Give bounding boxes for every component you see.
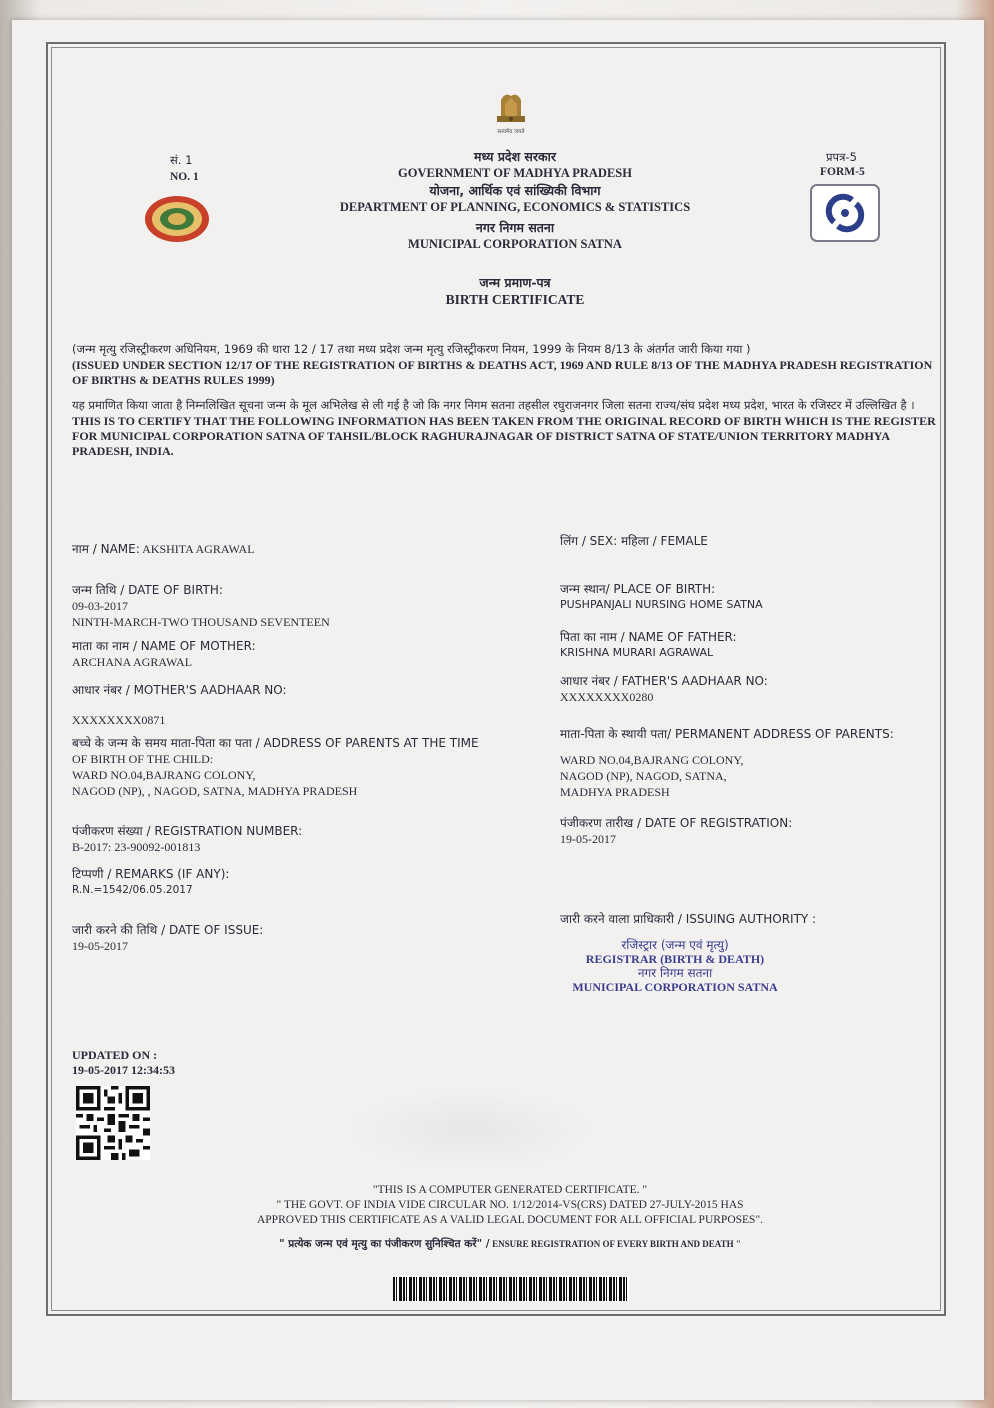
date-of-birth: 09-03-2017 — [72, 599, 128, 613]
corporation-title: MUNICIPAL CORPORATION SATNA — [408, 237, 622, 251]
faint-watermark — [350, 1090, 590, 1170]
certification-hindi: यह प्रमाणित किया जाता है निम्नलिखित सूचना जन्म के मूल अभिलेख से ली गई है जो कि नगर निगम सतना तहसील रघुराजनगर जिला सतना राज्य/संघ प्रदेश मध्य प्रदेश, भारत के रजिस्टर में उल्लिखित है । — [72, 398, 915, 412]
government-title-hindi: मध्य प्रदेश सरकार — [474, 149, 556, 164]
registrar-title: REGISTRAR (BIRTH & DEATH) — [585, 952, 765, 966]
updated-on-label: UPDATED ON : — [72, 1048, 158, 1062]
registrar-title-hindi: रजिस्ट्रार (जन्म एवं मृत्यु) — [621, 938, 729, 952]
serial-number-hindi: सं. 1 — [170, 153, 193, 167]
father-name: KRISHNA MURARI AGRAWAL — [560, 646, 714, 659]
birth-address-label: बच्चे के जन्म के समय माता-पिता का पता / ADDRESS OF PARENTS AT THE TIME — [72, 736, 479, 750]
issued-under-hindi: (जन्म मृत्यु रजिस्ट्रीकरण अधिनियम, 1969 की धारा 12 / 17 तथा मध्य प्रदेश जन्म मृत्यु रजिस्ट्रीकरण नियम, 1999 के नियम 8/13 के अंतर्गत जारी किया गया ) — [72, 342, 751, 356]
date-of-issue-label: जारी करने की तिथि / DATE OF ISSUE: — [72, 923, 264, 937]
date-of-birth-label: जन्म तिथि / DATE OF BIRTH: — [72, 583, 223, 597]
barcode — [393, 1277, 629, 1301]
qr-code-icon — [76, 1086, 150, 1160]
certificate-title-hindi: जन्म प्रमाण-पत्र — [479, 275, 551, 290]
issued-under-text: (ISSUED UNDER SECTION 12/17 OF THE REGISTRATION OF BIRTHS & DEATHS ACT, 1969 AND RULE 8/13 OF THE MADHYA PRADESH REGISTRATION OF BIRTHS & DEATHS RULES 1999) — [72, 358, 933, 387]
mother-aadhaar-number: XXXXXXXX0871 — [72, 713, 166, 727]
remarks-value: R.N.=1542/06.05.2017 — [72, 884, 193, 896]
father-aadhaar-number: XXXXXXXX0280 — [560, 690, 654, 704]
remarks-label: टिप्पणी / REMARKS (IF ANY): — [72, 867, 230, 881]
sex-value: महिला / FEMALE — [620, 534, 708, 548]
issuing-authority-label: जारी करने वाला प्राधिकारी / ISSUING AUTHORITY : — [560, 912, 817, 926]
footer-circular-line-2: APPROVED THIS CERTIFICATE AS A VALID LEGAL DOCUMENT FOR ALL OFFICIAL PURPOSES". — [256, 1214, 764, 1226]
corporation-title-hindi: नगर निगम सतना — [475, 220, 555, 235]
form-logo-box — [810, 184, 880, 242]
mother-name: ARCHANA AGRAWAL — [72, 655, 193, 669]
footer-ensure-registration: ENSURE REGISTRATION OF EVERY BIRTH AND DEATH " — [492, 1239, 741, 1249]
registration-number: B-2017: 23-90092-001813 — [72, 840, 201, 854]
father-aadhaar-label: आधार नंबर / FATHER'S AADHAAR NO: — [560, 674, 768, 688]
form-number-hindi: प्रपत्र-5 — [826, 150, 857, 164]
footer-ensure-registration-hindi: " प्रत्येक जन्म एवं मृत्यु का पंजीकरण सुनिश्चित करें" / — [279, 1238, 490, 1250]
date-of-issue: 19-05-2017 — [72, 939, 128, 953]
permanent-address-line-3: MADHYA PRADESH — [560, 785, 670, 799]
father-name-label: पिता का नाम / NAME OF FATHER: — [560, 630, 737, 644]
place-of-birth: PUSHPANJALI NURSING HOME SATNA — [560, 598, 763, 611]
national-emblem-icon — [483, 86, 539, 136]
name-label: नाम / NAME: — [72, 542, 140, 556]
department-title-hindi: योजना, आर्थिक एवं सांख्यिकी विभाग — [429, 183, 601, 198]
registrar-corporation: MUNICIPAL CORPORATION SATNA — [572, 980, 778, 994]
birth-address-line-2: NAGOD (NP), , NAGOD, SATNA, MADHYA PRADESH — [72, 784, 358, 798]
department-title: DEPARTMENT OF PLANNING, ECONOMICS & STATISTICS — [339, 200, 691, 214]
registration-logo-icon — [812, 186, 878, 240]
footer-circular-line-1: " THE GOVT. OF INDIA VIDE CIRCULAR NO. 1/12/2014-VS(CRS) DATED 27-JULY-2015 HAS — [276, 1199, 744, 1211]
updated-on-timestamp: 19-05-2017 12:34:53 — [72, 1063, 175, 1077]
child-name: AKSHITA AGRAWAL — [142, 542, 255, 556]
place-of-birth-label: जन्म स्थान/ PLACE OF BIRTH: — [560, 582, 716, 596]
permanent-address-line-2: NAGOD (NP), NAGOD, SATNA, — [560, 769, 727, 783]
emblem-caption: सत्यमेव जयते — [497, 129, 525, 135]
permanent-address-line-1: WARD NO.04,BAJRANG COLONY, — [560, 753, 744, 767]
form-number: FORM-5 — [820, 166, 865, 178]
mother-name-label: माता का नाम / NAME OF MOTHER: — [72, 639, 256, 653]
footer-computer-generated: "THIS IS A COMPUTER GENERATED CERTIFICATE. " — [372, 1184, 648, 1196]
mother-aadhaar-label: आधार नंबर / MOTHER'S AADHAAR NO: — [72, 683, 287, 697]
registrar-corporation-hindi: नगर निगम सतना — [637, 966, 713, 980]
mp-government-seal-icon — [143, 194, 211, 244]
sex-label: लिंग / SEX: — [560, 534, 618, 548]
certification-text: THIS IS TO CERTIFY THAT THE FOLLOWING INFORMATION HAS BEEN TAKEN FROM THE ORIGINAL RECORD OF BIRTH WHICH IS THE REGISTER FOR MUNICIPAL CORPORATION SATNA OF TAHSIL/BLOCK RAGHURAJNAGAR OF DISTRICT SATNA OF STATE/UNION TERRITORY MADHYA PRADESH, INDIA. — [72, 414, 936, 458]
government-title: GOVERNMENT OF MADHYA PRADESH — [398, 166, 632, 180]
registration-date: 19-05-2017 — [560, 832, 616, 846]
date-of-birth-words: NINTH-MARCH-TWO THOUSAND SEVENTEEN — [72, 615, 330, 629]
registration-number-label: पंजीकरण संख्या / REGISTRATION NUMBER: — [72, 824, 303, 838]
registration-date-label: पंजीकरण तारीख / DATE OF REGISTRATION: — [560, 816, 793, 830]
birth-address-line-1: WARD NO.04,BAJRANG COLONY, — [72, 768, 256, 782]
permanent-address-label: माता-पिता के स्थायी पता/ PERMANENT ADDRESS OF PARENTS: — [560, 727, 894, 741]
serial-number: NO. 1 — [170, 171, 199, 183]
birth-address-label-cont: OF BIRTH OF THE CHILD: — [72, 752, 214, 766]
certificate-title: BIRTH CERTIFICATE — [445, 292, 585, 307]
